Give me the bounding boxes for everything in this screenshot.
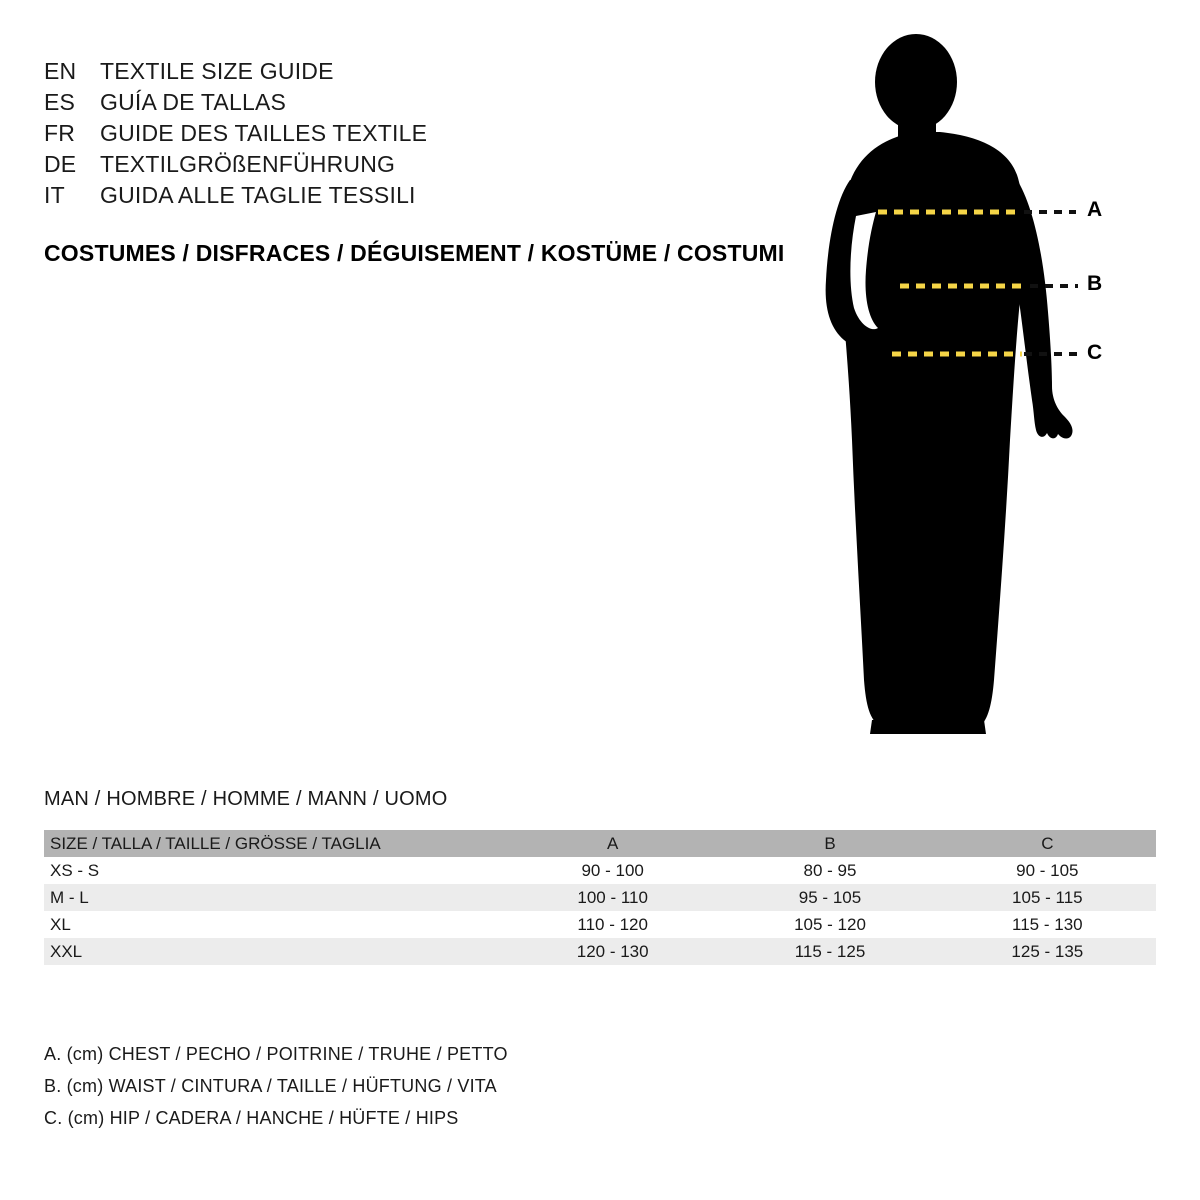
legend-line-b: B. (cm) WAIST / CINTURA / TAILLE / HÜFTUNG / VITA xyxy=(44,1076,497,1096)
male-silhouette-icon xyxy=(826,34,1073,734)
legend-line-a: A. (cm) CHEST / PECHO / POITRINE / TRUHE / PETTO xyxy=(44,1044,508,1064)
costumes-subtitle: COSTUMES / DISFRACES / DÉGUISEMENT / KOSTÜME / COSTUMI xyxy=(44,240,785,266)
language-code-de: DE xyxy=(44,151,77,177)
cell-c: 115 - 130 xyxy=(1012,914,1083,934)
cell-c: 105 - 115 xyxy=(1012,887,1083,907)
title-text-es: GUÍA DE TALLAS xyxy=(100,89,287,115)
cell-a: 120 - 130 xyxy=(576,941,649,961)
language-code-it: IT xyxy=(44,182,65,208)
table-header-row xyxy=(44,830,1156,857)
column-header-c: C xyxy=(1041,833,1054,853)
cell-b: 105 - 120 xyxy=(794,914,866,934)
column-header-size: SIZE / TALLA / TAILLE / GRÖSSE / TAGLIA xyxy=(50,833,381,853)
cell-b: 95 - 105 xyxy=(798,887,862,907)
cell-a: 110 - 120 xyxy=(577,914,648,934)
size-chart-table xyxy=(44,830,1156,965)
table-row xyxy=(44,911,1156,938)
legend-line-c: C. (cm) HIP / CADERA / HANCHE / HÜFTE / HIPS xyxy=(44,1108,459,1128)
cell-size: M - L xyxy=(50,887,89,907)
cell-size: XL xyxy=(50,914,71,934)
language-code-en: EN xyxy=(44,58,77,84)
measurement-legend xyxy=(44,1038,508,1134)
cell-c: 125 - 135 xyxy=(1011,941,1084,961)
cell-size: XS - S xyxy=(50,860,100,880)
marker-label-c: C xyxy=(1087,341,1103,364)
title-row-it xyxy=(44,180,864,211)
cell-b: 115 - 125 xyxy=(794,941,866,961)
cell-b: 80 - 95 xyxy=(803,860,857,880)
language-code-fr: FR xyxy=(44,120,76,146)
column-header-a: A xyxy=(606,833,619,853)
title-text-en: TEXTILE SIZE GUIDE xyxy=(100,58,334,84)
title-row-fr xyxy=(44,118,864,149)
column-header-b: B xyxy=(824,833,836,853)
title-text-fr: GUIDE DES TAILLES TEXTILE xyxy=(100,120,428,146)
cell-size: XXL xyxy=(50,941,83,961)
marker-label-a: A xyxy=(1087,198,1103,221)
title-row-de xyxy=(44,149,864,180)
table-section-title: MAN / HOMBRE / HOMME / MANN / UOMO xyxy=(44,788,448,810)
title-text-it: GUIDA ALLE TAGLIE TESSILI xyxy=(100,182,416,208)
table-row xyxy=(44,884,1156,911)
title-row-en xyxy=(44,56,864,87)
cell-a: 100 - 110 xyxy=(577,887,648,907)
body-silhouette-figure xyxy=(820,20,1160,740)
cell-a: 90 - 100 xyxy=(581,860,644,880)
title-text-de: TEXTILGRÖßENFÜHRUNG xyxy=(100,151,396,177)
table-row xyxy=(44,857,1156,884)
cell-c: 90 - 105 xyxy=(1016,860,1079,880)
table-row xyxy=(44,938,1156,965)
title-block xyxy=(44,56,864,267)
title-row-es xyxy=(44,87,864,118)
language-code-es: ES xyxy=(44,89,76,115)
marker-label-b: B xyxy=(1087,272,1103,295)
